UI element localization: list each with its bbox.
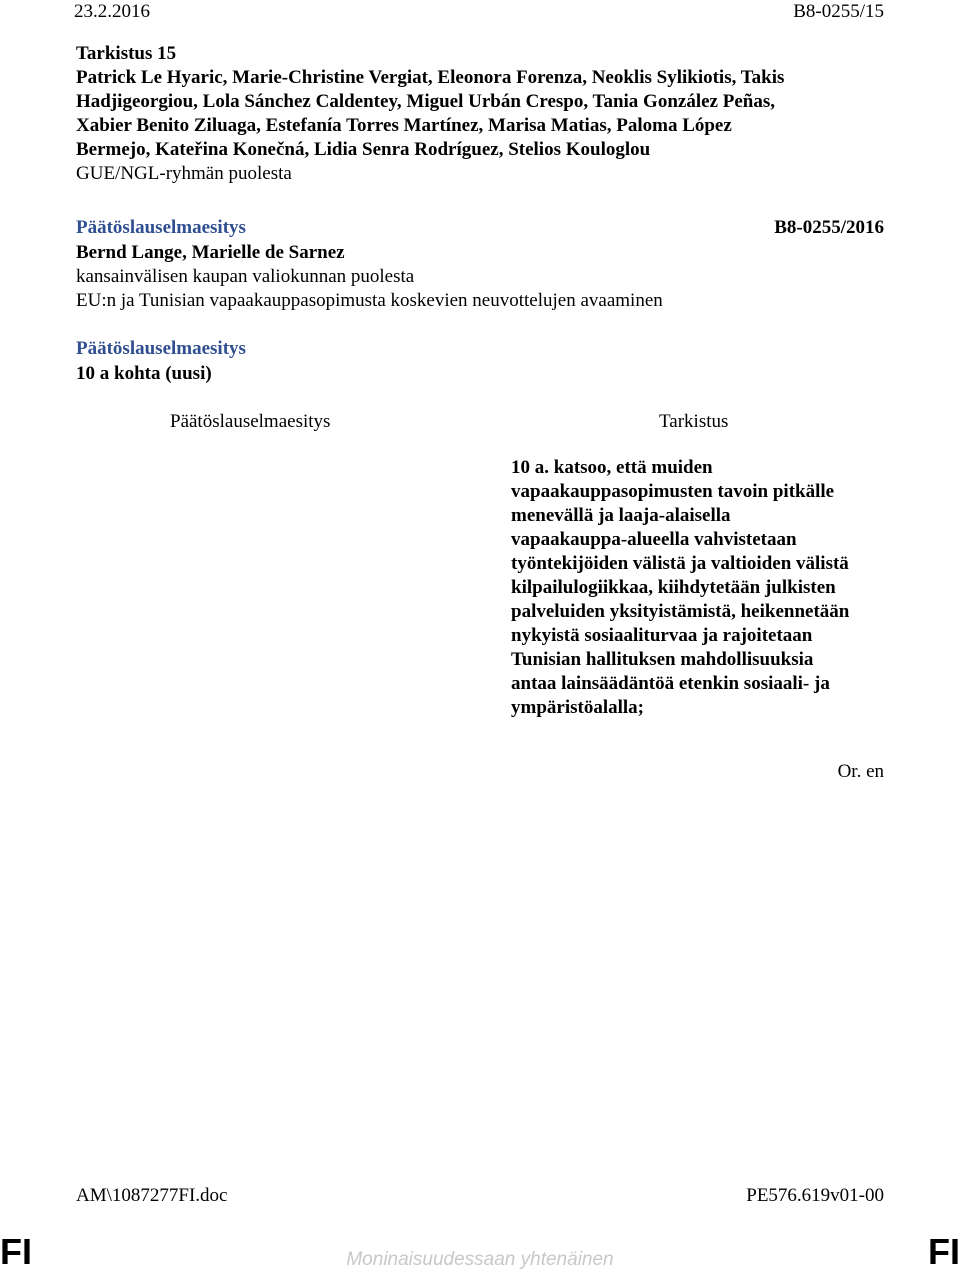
amendment-text-line: palveluiden yksityistämistä, heikennetään xyxy=(511,601,850,622)
amendment-authors-line: Hadjigeorgiou, Lola Sánchez Caldentey, Miguel Urbán Crespo, Tania González Peñas, xyxy=(76,91,775,112)
amendment-text-line: työntekijöiden välistä ja valtioiden välistä xyxy=(511,553,849,574)
footer-doc-ref: AM\1087277FI.doc xyxy=(76,1185,228,1206)
amendment-block xyxy=(76,42,896,186)
motion-title: Päätöslauselmaesitys xyxy=(76,217,246,238)
column-header-amendment: Tarkistus xyxy=(659,411,729,432)
column-header-motion: Päätöslauselmaesitys xyxy=(170,411,331,432)
motion-ref: B8-0255/2016 xyxy=(774,217,884,238)
amendment-text-line: vapaakauppa-alueella vahvistetaan xyxy=(511,529,797,550)
footer-pe-ref: PE576.619v01-00 xyxy=(746,1185,884,1206)
footer-language-code-right: FI xyxy=(928,1231,960,1272)
footer-motto: Moninaisuudessaan yhtenäinen xyxy=(346,1249,614,1270)
amendment-text-line: 10 a. katsoo, että muiden xyxy=(511,457,713,478)
paragraph-number: 10 a kohta (uusi) xyxy=(76,363,212,384)
amendment-text-line: menevällä ja laaja-alaisella xyxy=(511,505,731,526)
amendment-authors-line: Bermejo, Kateřina Konečná, Lidia Senra Rodríguez, Stelios Kouloglou xyxy=(76,139,651,160)
amendment-text-line: ympäristöalalla; xyxy=(511,697,644,718)
amendment-text-line: Tunisian hallituksen mahdollisuuksia xyxy=(511,649,814,670)
paragraph-type: Päätöslauselmaesitys xyxy=(76,338,246,359)
amendment-authors-line: Xabier Benito Ziluaga, Estefanía Torres Martínez, Marisa Matias, Paloma López xyxy=(76,115,732,136)
amendment-text-line: nykyistä sosiaaliturvaa ja rajoitetaan xyxy=(511,625,813,646)
amendment-group: GUE/NGL-ryhmän puolesta xyxy=(76,163,292,184)
motion-rapporteurs: Bernd Lange, Marielle de Sarnez xyxy=(76,242,345,263)
original-language: Or. en xyxy=(837,761,884,782)
header-date: 23.2.2016 xyxy=(74,1,150,22)
amendment-text-line: vapaakauppasopimusten tavoin pitkälle xyxy=(511,481,835,502)
motion-committee: kansainvälisen kaupan valiokunnan puolesta xyxy=(76,266,415,287)
amendment-text-line: antaa lainsäädäntöä etenkin sosiaali- ja xyxy=(511,673,830,694)
amendment-authors-line: Patrick Le Hyaric, Marie-Christine Vergiat, Eleonora Forenza, Neoklis Sylikiotis, Takis xyxy=(76,67,785,88)
motion-details xyxy=(76,241,663,313)
header-page-ref: B8-0255/15 xyxy=(793,1,884,22)
amendment-text xyxy=(511,456,891,720)
amendment-number: Tarkistus 15 xyxy=(76,43,177,64)
motion-subject: EU:n ja Tunisian vapaakauppasopimusta koskevien neuvottelujen avaaminen xyxy=(76,290,663,311)
amendment-text-line: kilpailulogiikkaa, kiihdytetään julkisten xyxy=(511,577,836,598)
footer-language-code-left: FI xyxy=(0,1231,32,1272)
